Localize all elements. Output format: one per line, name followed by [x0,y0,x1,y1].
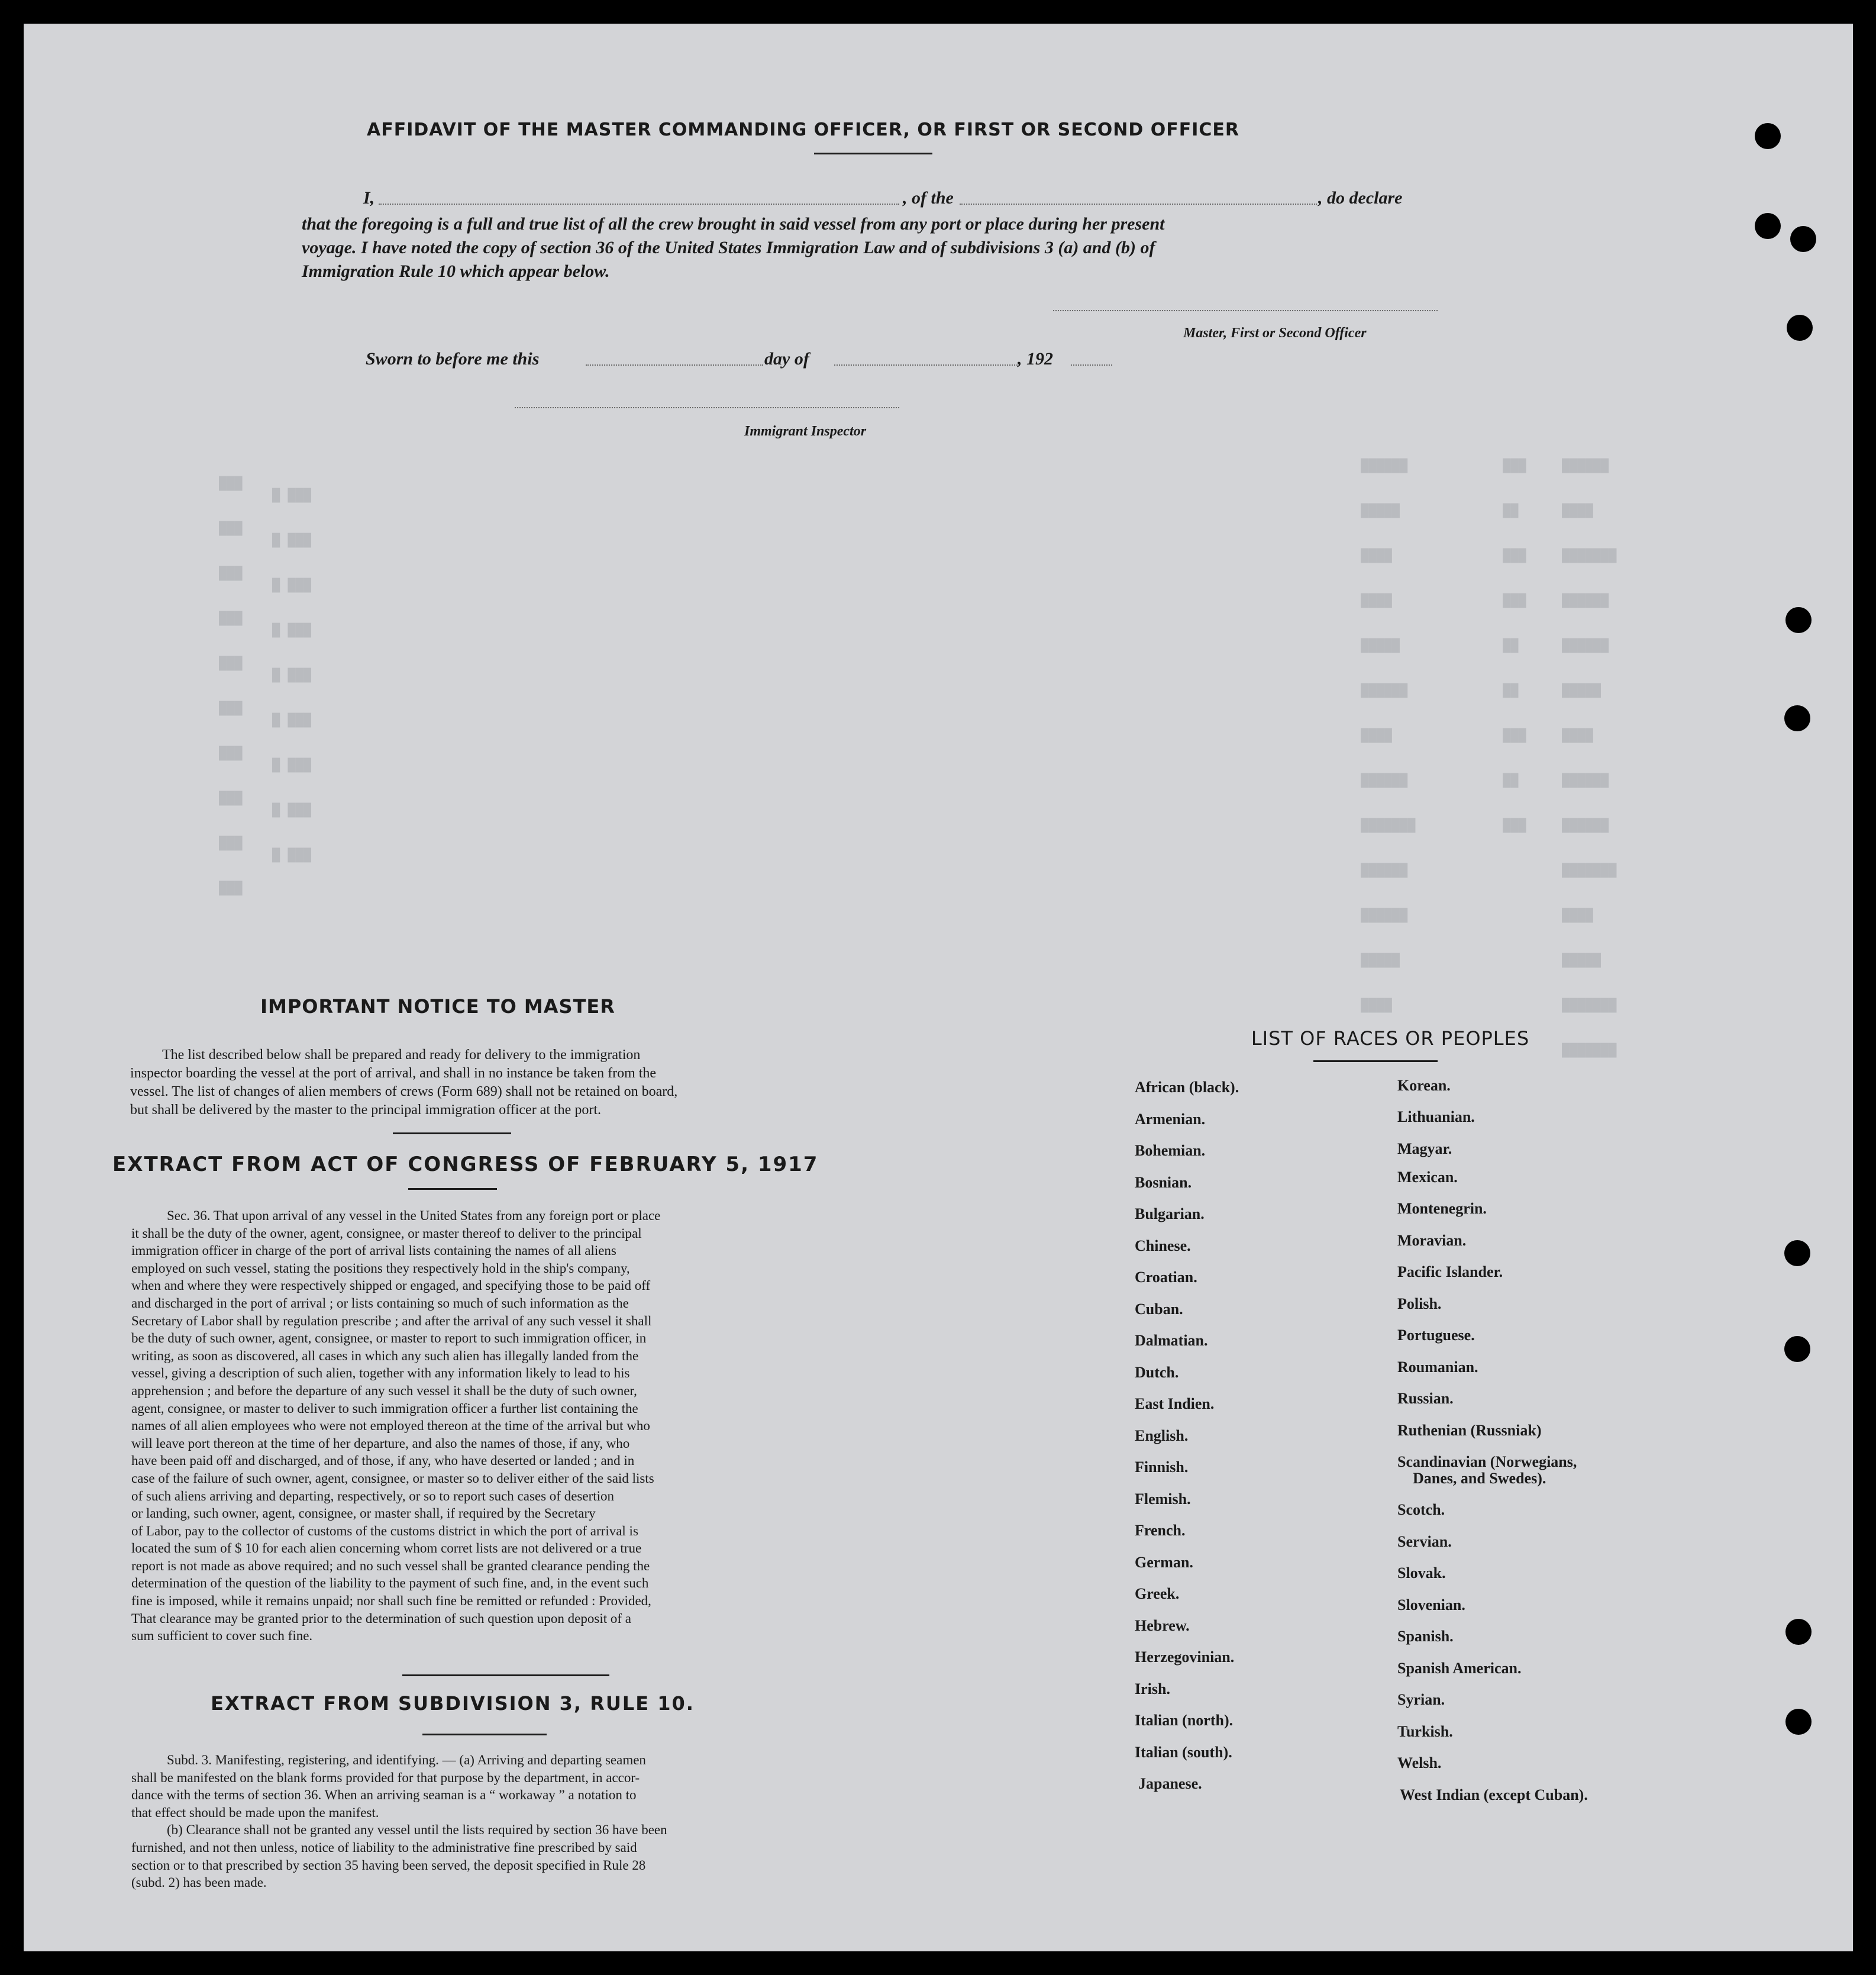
rule-line: (b) Clearance shall not be granted any vessel until the lists required by section 36 have been [167,1822,667,1838]
act-extract-text [131,1207,850,1645]
notice-rule [393,1132,511,1134]
race-item: Irish. [1135,1680,1170,1698]
notice-line: vessel. The list of changes of alien members of crews (Form 689) shall not be retained on board, [130,1084,678,1099]
race-item: Japanese. [1138,1775,1202,1792]
race-item: Ruthenian (Russniak) [1397,1422,1542,1439]
bleed-through-column: ███ ██ ███ ███ ██ ██ ███ ██ ███ [1503,459,1526,833]
act-line: apprehension ; and before the departure of any such vessel it shall be the duty of such owner, [131,1383,637,1398]
race-item: Chinese. [1135,1237,1191,1254]
act-line: be the duty of such owner, agent, consignee, or master to report to such immigration officer, in [131,1331,647,1346]
race-item: French. [1135,1522,1186,1539]
punch-hole [1787,315,1813,341]
act-line: report is not made as above required; and no such vessel shall be granted clearance pending the [131,1558,650,1573]
race-item: Danes, and Swedes). [1413,1470,1546,1487]
rule-extract-title: EXTRACT FROM SUBDIVISION 3, RULE 10. [211,1692,695,1715]
act-line: That clearance may be granted prior to the determination of such question upon deposit of a [131,1611,631,1626]
affidavit-of-the: , of the [903,188,954,208]
sworn-year-blank[interactable] [1071,364,1112,366]
punch-hole [1784,1240,1810,1266]
punch-hole [1755,213,1781,239]
rule-line: section or to that prescribed by section 35 having been served, the deposit specified in Rule 28 [131,1857,646,1873]
race-item: Italian (north). [1135,1712,1234,1729]
act-line: it shall be the duty of the owner, agent, consignee, or master thereof to deliver to the principal [131,1225,642,1241]
act-line: located the sum of $ 10 for each alien concerning whom corret lists are not delivered or a true [131,1541,642,1556]
act-extract-rule [408,1188,497,1190]
race-item: German. [1135,1554,1193,1571]
act-extract-title: EXTRACT FROM ACT OF CONGRESS OF FEBRUARY 5, 1917 [112,1153,819,1176]
act-line: case of the failure of such owner, agent, consignee, or master so to deliver either of the said lists [131,1470,654,1486]
race-item: Slovak. [1397,1564,1446,1582]
race-item: Lithuanian. [1397,1108,1475,1125]
master-signature-caption: Master, First or Second Officer [1183,325,1367,341]
sworn-month-blank[interactable] [834,364,1018,366]
act-line: employed on such vessel, stating the positions they respectively hold in the ship's company, [131,1260,630,1276]
act-extract-end-rule [402,1674,609,1676]
punch-hole [1784,705,1810,731]
race-item: Cuban. [1135,1300,1183,1318]
affidavit-name-blank[interactable] [379,204,899,205]
notice-line: The list described below shall be prepared and ready for delivery to the immigration [162,1047,641,1063]
act-line: Sec. 36. That upon arrival of any vessel in the United States from any foreign port or place [167,1208,661,1223]
race-item: Dutch. [1135,1364,1179,1381]
notice-line: but shall be delivered by the master to the principal immigration officer at the port. [130,1102,601,1118]
act-line: when and where they were respectively shipped or engaged, and specifying those to be paid off [131,1278,651,1293]
race-item: Russian. [1397,1390,1454,1407]
race-item: Hebrew. [1135,1617,1190,1634]
act-line: names of all alien employees who were not employed thereon at the time of the arrival but who [131,1418,650,1434]
sworn-day-of: day of [764,349,809,369]
race-item: Moravian. [1397,1232,1467,1249]
act-line: writing, as soon as discovered, all cases in which any such alien has illegally landed from the [131,1348,639,1363]
act-line: of Labor, pay to the collector of customs of the customs district in which the port of arrival is [131,1523,638,1538]
race-item: Scotch. [1397,1501,1445,1518]
race-item: Mexican. [1397,1169,1458,1186]
punch-hole [1785,1709,1812,1735]
act-line: of such aliens arriving and departing, respectively, or so to report such cases of desertion [131,1488,615,1503]
act-line: have been paid off and discharged, and of those, if any, who have deserted or landed ; and in [131,1453,635,1469]
bleed-through-column: ██████ █████ ████ ████ █████ ██████ ████ ██████ ███████ ██████ ██████ █████ ████ [1361,459,1416,1013]
inspector-caption: Immigrant Inspector [744,424,867,439]
act-line: agent, consignee, or master to deliver to such immigration officer a further list containing the [131,1400,638,1416]
race-item: West Indian (except Cuban). [1400,1786,1588,1803]
punch-hole [1784,1336,1810,1362]
sworn-label: Sworn to before me this [366,349,540,369]
rule-line: that effect should be made upon the manifest. [131,1805,379,1820]
race-item: English. [1135,1427,1189,1444]
sworn-year-prefix: , 192 [1018,349,1053,369]
act-line: sum sufficient to cover such fine. [131,1628,313,1644]
race-item: Finnish. [1135,1458,1189,1476]
race-item: Portuguese. [1397,1327,1475,1344]
document-page [24,24,1853,1951]
race-item: Polish. [1397,1295,1442,1312]
affidavit-body-line: that the foregoing is a full and true list of all the crew brought in said vessel from any port or place during her present [302,214,1165,234]
bleed-through-column: ██████ ████ ███████ ██████ ██████ █████ ████ ██████ ██████ ███████ ████ █████ ███████ ███████ [1562,459,1617,1058]
act-line: or landing, such owner, agent, consignee, or master shall, if required by the Secretary [131,1506,596,1521]
race-item: Bulgarian. [1135,1205,1205,1222]
race-item: East Indien. [1135,1395,1215,1412]
race-item: Croatian. [1135,1269,1197,1286]
bleed-through-column: ███ ███ ███ ███ ███ ███ ███ ███ ███ ███ [219,476,243,896]
rule-line: furnished, and not then unless, notice of liability to the administrative fine prescribed by said [131,1840,637,1855]
affidavit-body-line: Immigration Rule 10 which appear below. [302,262,610,281]
act-line: Secretary of Labor shall by regulation prescribe ; and after the arrival of any such vessel it shall [131,1313,652,1328]
race-item: Herzegovinian. [1135,1648,1235,1666]
race-item: Spanish American. [1397,1660,1522,1677]
act-line: vessel, giving a description of such alien, together with any information likely to lead to his [131,1366,630,1381]
affidavit-do-declare: , do declare [1318,188,1403,208]
rule-extract-rule [422,1734,547,1735]
punch-hole [1785,1619,1812,1645]
race-item: Italian (south). [1135,1744,1232,1761]
sworn-day-blank[interactable] [586,364,763,366]
notice-title: IMPORTANT NOTICE TO MASTER [260,995,615,1018]
race-item: Servian. [1397,1533,1452,1550]
race-item: Roumanian. [1397,1358,1478,1376]
race-item: Syrian. [1397,1691,1445,1708]
punch-hole [1755,123,1781,149]
race-item: Scandinavian (Norwegians, [1397,1453,1577,1470]
rule-line: Subd. 3. Manifesting, registering, and identifying. — (a) Arriving and departing seamen [167,1753,646,1767]
race-item: Armenian. [1135,1111,1206,1128]
punch-hole [1785,607,1812,633]
notice-line: inspector boarding the vessel at the port of arrival, and shall in no instance be taken from the [130,1066,657,1081]
affidavit-body-line: voyage. I have noted the copy of section 36 of the United States Immigration Law and of subdivisions 3 (a) and (b) of [302,238,1155,257]
race-item: Montenegrin. [1397,1200,1487,1217]
master-signature-blank[interactable] [1053,310,1438,311]
race-item: Magyar. [1397,1140,1452,1157]
race-item: Greek. [1135,1585,1180,1602]
race-item: Flemish. [1135,1490,1191,1508]
race-item: Bosnian. [1135,1174,1192,1191]
act-line: determination of the question of the liability to the payment of such fine, and, in the event such [131,1576,649,1591]
race-item: Korean. [1397,1077,1451,1094]
act-line: immigration officer in charge of the port of arrival lists containing the names of all aliens [131,1243,616,1258]
affidavit-title-rule [814,153,932,154]
act-line: fine is imposed, while it remains unpaid; nor shall such fine be remitted or refunded : Provided, [131,1593,651,1609]
rule-line: dance with the terms of section 36. When an arriving seaman is a “ workaway ” a notation to [131,1787,637,1803]
inspector-signature-blank[interactable] [515,407,899,408]
race-item: African (black). [1135,1079,1239,1096]
race-item: Dalmatian. [1135,1332,1208,1349]
bleed-through-column: █ ███ █ ███ █ ███ █ ███ █ ███ █ ███ █ ███ █ ███ █ ███ [272,488,312,863]
rule-extract-text [131,1751,850,1892]
affidavit-i-label: I, [363,188,375,208]
rule-line: (subd. 2) has been made. [131,1875,267,1890]
act-line: and discharged in the port of arrival ; or lists containing so much of such information as the [131,1295,629,1311]
act-line: will leave port thereon at the time of her departure, and also the names of those, if any, who [131,1435,630,1451]
race-item: Pacific Islander. [1397,1263,1503,1280]
race-item: Turkish. [1397,1723,1453,1740]
affidavit-title: AFFIDAVIT OF THE MASTER COMMANDING OFFICER, OR FIRST OR SECOND OFFICER [367,120,1240,140]
punch-hole [1790,226,1816,252]
races-title-rule [1313,1060,1438,1062]
races-title: LIST OF RACES OR PEOPLES [1251,1027,1530,1050]
race-item: Bohemian. [1135,1142,1206,1159]
race-item: Slovenian. [1397,1596,1465,1613]
notice-text [130,1046,850,1119]
rule-line: shall be manifested on the blank forms provided for that purpose by the department, in accor- [131,1770,640,1785]
affidavit-vessel-blank[interactable] [960,204,1317,205]
race-item: Spanish. [1397,1628,1454,1645]
race-item: Welsh. [1397,1754,1442,1771]
